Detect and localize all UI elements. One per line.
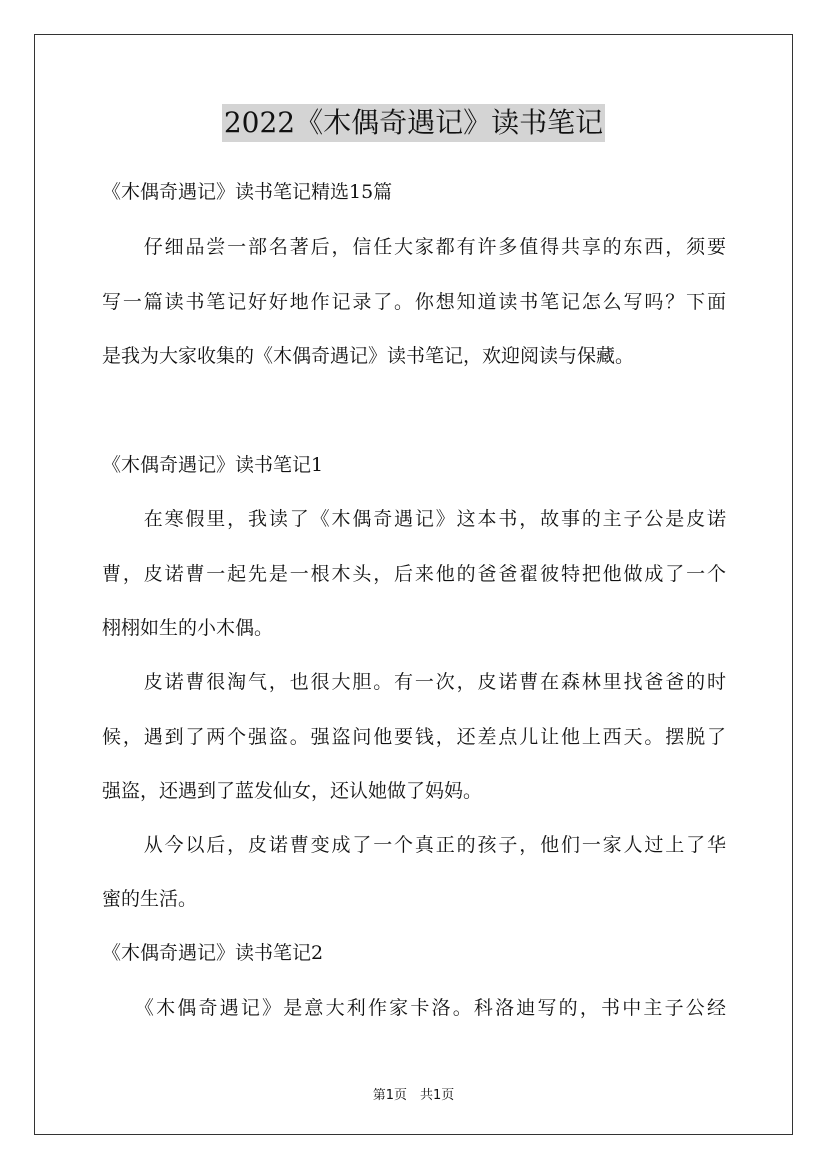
paragraph-line: 栩栩如生的小木偶。	[102, 617, 274, 639]
paragraph-line: 候，遇到了两个强盗。强盗问他要钱，还差点儿让他上西天。摆脱了	[102, 726, 726, 748]
paragraph-line: 强盗，还遇到了蓝发仙女，还认她做了妈妈。	[102, 780, 483, 802]
section-heading: 《木偶奇遇记》读书笔记1	[102, 454, 324, 476]
page-footer: 第1页 共1页	[372, 1088, 455, 1103]
subtitle-line: 《木偶奇遇记》读书笔记精选15篇	[102, 181, 393, 203]
paragraph-line: 《木偶奇遇记》是意大利作家卡洛。科洛迪写的，书中主子公经	[102, 997, 726, 1019]
paragraph-line: 仔细品尝一部名著后，信任大家都有许多值得共享的东西，须要	[102, 236, 726, 258]
paragraph-line: 皮诺曹很淘气，也很大胆。有一次，皮诺曹在森林里找爸爸的时	[102, 671, 726, 693]
paragraph-line: 曹，皮诺曹一起先是一根木头，后来他的爸爸翟彼特把他做成了一个	[102, 563, 726, 585]
paragraph-line: 是我为大家收集的《木偶奇遇记》读书笔记，欢迎阅读与保藏。	[102, 345, 635, 367]
paragraph-line: 蜜的生活。	[102, 888, 198, 910]
paragraph-line: 写一篇读书笔记好好地作记录了。你想知道读书笔记怎么写吗？下面	[102, 291, 726, 313]
document-title: 2022《木偶奇遇记》读书笔记	[222, 104, 605, 142]
paragraph-line: 从今以后，皮诺曹变成了一个真正的孩子，他们一家人过上了华	[102, 834, 726, 856]
paragraph-line: 在寒假里，我读了《木偶奇遇记》这本书，故事的主子公是皮诺	[102, 508, 726, 530]
title-container	[0, 104, 827, 142]
section-heading: 《木偶奇遇记》读书笔记2	[102, 942, 324, 964]
